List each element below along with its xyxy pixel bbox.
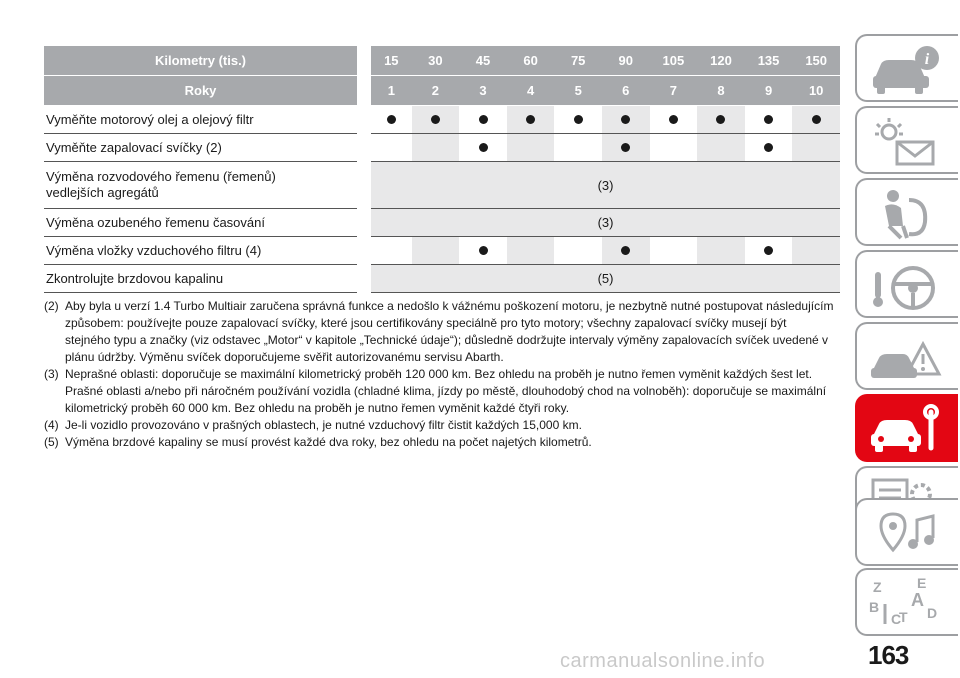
years-header-label: Roky [44,76,364,106]
footnote-text: Aby byla u verzí 1.4 Turbo Multiair zaručena správná funkce a nedošlo k vážnému poškození motoru, je nezbytně nutné postupovat následujícím způsobem: používejte pouze zapalovací svíčky, které jsou certifikovány speciálně pro tyto motory; všechny zapalovací svíčky musejí být stejného typu a značky (viz odstavec „Motor“ v kapitole „Technické údaje“); důsledně dodržujte intervaly výměny zapalovacích svíček uvedené v plánu údržby. Výměnu svíček doporučujeme svěřit autorizovanému servisu Abarth. [65,299,834,364]
index-letter: E [917,576,927,591]
index-letter: Z [873,579,882,595]
nav-tab-index[interactable] [855,568,958,636]
table-row [44,237,840,265]
row-label: Vyměňte zapalovací svíčky (2) [44,134,364,162]
chapter-nav [855,0,960,678]
index-icon [867,576,947,632]
empty-cell [507,237,555,265]
maintenance-icon [867,402,947,458]
nav-tab-steering[interactable] [855,250,958,318]
empty-cell [412,237,460,265]
service-dot-icon [812,115,821,124]
km-value: 90 [602,46,650,76]
row-label: Vyměňte motorový olej a olejový filtr [44,106,364,134]
footnote [44,366,834,417]
km-header-label: Kilometry (tis.) [44,46,364,76]
service-dot-icon [621,143,630,152]
header-row-km [44,46,840,76]
car-info-icon [867,42,947,98]
watermark: carmanualsonline.info [560,650,766,672]
index-letter: C [891,611,902,627]
empty-cell [364,237,412,265]
footnote [44,417,834,434]
service-mark-cell [412,106,460,134]
footnote-text: Výměna brzdové kapaliny se musí provést každé dva roky, bez ohledu na počet najetých kilometrů. [65,435,592,449]
service-mark-cell [459,106,507,134]
km-value: 150 [792,46,840,76]
empty-cell [697,237,745,265]
span-note-ref: (3) [364,162,840,209]
row-label-line: vedlejších agregátů [46,185,159,200]
year-value: 3 [459,76,507,106]
empty-cell [697,134,745,162]
table-row [44,134,840,162]
service-mark-cell [745,134,793,162]
footnote-tag: (5) [44,435,59,449]
page-number: 163 [868,640,909,670]
span-note-ref: (5) [364,265,840,293]
table-row [44,265,840,293]
empty-cell [792,134,840,162]
service-mark-cell [364,106,412,134]
nav-tab-car-info[interactable] [855,34,958,102]
warning-lights-icon [867,114,947,170]
km-value: 120 [697,46,745,76]
table-row [44,162,840,209]
index-letter: T [899,609,908,625]
service-dot-icon [479,143,488,152]
km-value: 105 [650,46,698,76]
footnote-tag: (4) [44,418,59,432]
service-dot-icon [621,246,630,255]
index-letter: B [869,599,880,615]
year-value: 4 [507,76,555,106]
nav-tab-multimedia[interactable] [855,498,958,566]
index-letter: A [911,590,924,610]
service-mark-cell [745,106,793,134]
maintenance-schedule-table [44,46,840,293]
year-value: 9 [745,76,793,106]
km-value: 15 [364,46,412,76]
service-dot-icon [526,115,535,124]
safety-airbag-icon [867,186,947,242]
empty-cell [554,134,602,162]
row-label: Výměna vložky vzduchového filtru (4) [44,237,364,265]
km-value: 60 [507,46,555,76]
year-value: 5 [554,76,602,106]
footnote [44,298,834,366]
nav-tab-maintenance[interactable] [855,394,958,462]
table-row [44,209,840,237]
nav-tab-emergency[interactable] [855,322,958,390]
year-value: 2 [412,76,460,106]
footnote-tag: (3) [44,367,59,381]
footnote [44,434,834,451]
empty-cell [507,134,555,162]
footnote-text: Je-li vozidlo provozováno v prašných oblastech, je nutné vzduchový filtr čistit každých 15,000 km. [65,418,582,432]
km-value: 30 [412,46,460,76]
service-dot-icon [764,246,773,255]
service-dot-icon [387,115,396,124]
empty-cell [650,134,698,162]
km-value: 45 [459,46,507,76]
year-value: 1 [364,76,412,106]
service-dot-icon [621,115,630,124]
service-mark-cell [745,237,793,265]
empty-cell [412,134,460,162]
year-value: 7 [650,76,698,106]
span-note-ref: (3) [364,209,840,237]
empty-cell [554,237,602,265]
service-mark-cell [697,106,745,134]
nav-tab-safety[interactable] [855,178,958,246]
nav-tab-warning-lights[interactable] [855,106,958,174]
year-value: 10 [792,76,840,106]
header-row-years [44,76,840,106]
service-mark-cell [554,106,602,134]
service-mark-cell [602,106,650,134]
service-dot-icon [479,115,488,124]
service-mark-cell [459,237,507,265]
service-dot-icon [431,115,440,124]
service-dot-icon [716,115,725,124]
row-label: Výměna ozubeného řemenu časování [44,209,364,237]
service-dot-icon [479,246,488,255]
emergency-icon [867,330,947,386]
table-row [44,106,840,134]
row-label [44,162,364,209]
footnote-tag: (2) [44,299,59,313]
empty-cell [650,237,698,265]
service-dot-icon [669,115,678,124]
km-value: 135 [745,46,793,76]
empty-cell [364,134,412,162]
service-mark-cell [459,134,507,162]
index-letter: D [927,605,938,621]
footnote-text: Neprašné oblasti: doporučuje se maximální kilometrický proběh 120 000 km. Bez ohledu na proběh je nutno řemen vyměnit každých šest let. Prašné oblasti a/nebo při náročném používání vozidla (chladné klima, jízdy po městě, dlouhodobý chod na volnoběh): doporučuje se maximální kilometrický proběh 60 000 km. Bez ohledu na proběh je nutno řemen vyměnit každé čtyři roky. [65,367,827,415]
service-dot-icon [764,143,773,152]
steering-wheel-icon [867,258,947,314]
km-value: 75 [554,46,602,76]
service-mark-cell [602,237,650,265]
empty-cell [792,237,840,265]
row-label-line: Výměna rozvodového řemenu (řemenů) [46,169,276,184]
svg-text:i: i [924,51,930,68]
footnotes [44,298,834,451]
service-mark-cell [507,106,555,134]
service-mark-cell [650,106,698,134]
service-mark-cell [792,106,840,134]
service-mark-cell [602,134,650,162]
year-value: 8 [697,76,745,106]
year-value: 6 [602,76,650,106]
multimedia-icon [867,506,947,562]
service-dot-icon [764,115,773,124]
service-dot-icon [574,115,583,124]
row-label: Zkontrolujte brzdovou kapalinu [44,265,364,293]
